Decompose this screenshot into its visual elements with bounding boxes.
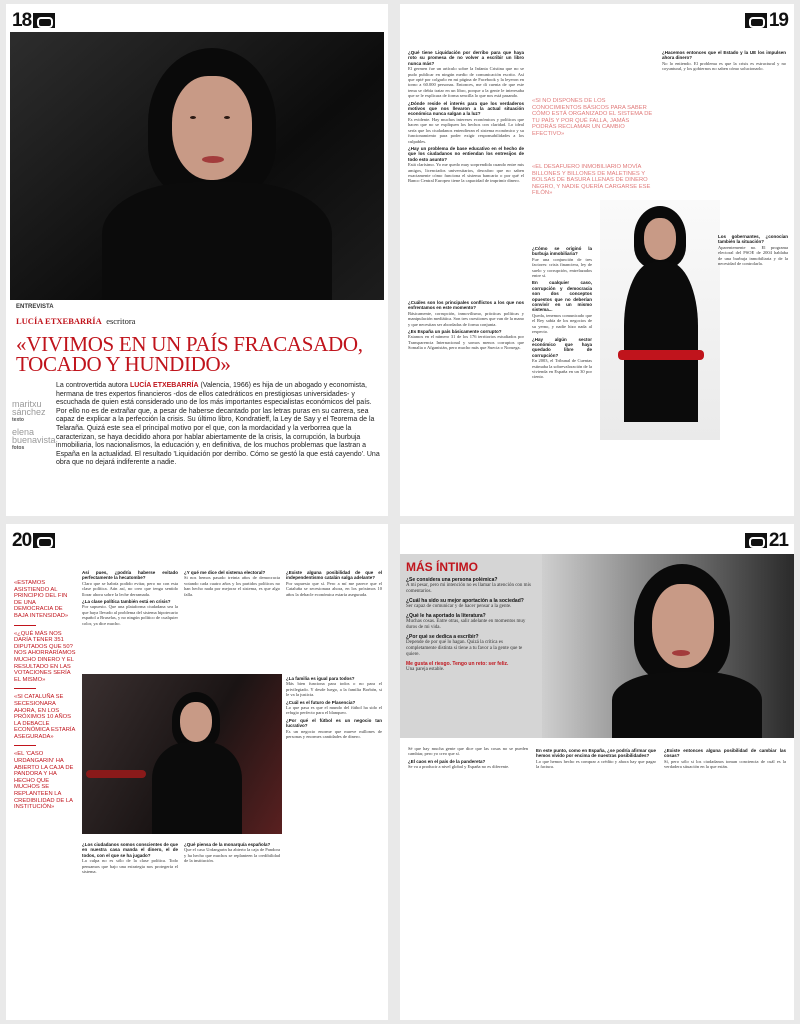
article-column-1: ¿Qué tiene Liquidación por derribo para que haya roto su promesa de no volver a escribir un libro nunca más? El germen fue un artículo sobre la Infanta Cristina que no se pudo publicar en ningún medio de comunicación escrito. Así que opté por colgarlo en mi página de Facebook y la leyeron en torno a 60.000 personas. Entonces, me di cuenta de que este tema se debía tratar en un libro, porque a la gente le interesaba que se le explicara de forma sencilla lo que nos está pasando. ¿Dónde reside el interés para que los verdaderos motivos que nos llevaron a la actual situación económica nunca salgan a la luz? Es evidente. Hay muchos intereses económicos y políticos que hacen que no se expliquen los hechos con claridad. Lo ideal sería que los ciudadanos entendieran el sistema económico y su funcionamiento para poder exigir responsabilidades a los culpables. ¿Hay un problema de base educativo en el hecho de que los ciudadanos no entiendan los entresijos de todo esto asunto? Está clarísimo. Yo me quedo muy sorprendida cuando entre mis amigos, licenciados universitarios, descubro que no saben exactamente cómo funciona el sistema bancario o por qué el Banco Central Europeo tiene la capacidad de imprimir dinero.: [408, 50, 524, 184]
article-column-1: Sé que hay mucha gente que dice que las cosas no se pueden cambiar, pero yo creo que sí. ¿El caos en el país de la pandereta? Se va a producir a nivel global y España no es diferente.: [408, 746, 528, 770]
pull-quote: «EL DESAFUERO INMOBILIARIO MOVÍA BILLONES Y BILLONES DE MALETINES Y BOLSAS DE BASURA LLENAS DE DINERO NEGRO, Y NADIE QUERÍA CARGARSE ESE FILÓN»: [532, 164, 651, 197]
page-number: 20: [12, 530, 57, 552]
pull-quote: «EL 'CASO URDANGARIN' HA ABIERTO LA CAJA DE PANDORA Y HA HECHO QUE MUCHOS SE REPLANTEEN LA CREDIBILIDAD DE LA INSTITUCIÓN»: [14, 751, 74, 811]
pull-quote: «ESTAMOS ASISTIENDO AL PRINCIPIO DEL FIN DE UNA DEMOCRACIA DE BAJA INTENSIDAD»: [14, 580, 69, 619]
page-number-box: [745, 533, 767, 548]
pull-quote: «¿QUÉ MÁS NOS DARÍA TENER 351 DIPUTADOS QUE 50?NOS AHORRARÍAMOS MUCHO DINERO Y EL RESULTADO EN LAS VOTACIONES SERÍA EL MISMO»: [14, 630, 76, 683]
interviewee-name: LUCÍA ETXEBARRÍA: [16, 316, 102, 326]
page-number-box: [33, 13, 55, 28]
page-number-box: [745, 13, 767, 28]
page-19: [400, 4, 794, 516]
article-column-1b: ¿Cuáles son los principales conflictos a los que nos enfrentamos en este momento? Básicamente, corrupción, inmovilismo, prácticas políticas y manipulación mediática. Son tres cuestiones que van de la mano y que necesitan ser abordadas de forma conjunta. ¿Es España un país básicamente corrupto? Estamos en el número 31 de los 176 territorios estudiados por Transparencia Internacional y somos menos corruptos que Somalia o Afganistán, pero mucho más que Suecia o Noruega.: [408, 300, 524, 351]
page-18: [6, 4, 388, 516]
page-number: 21: [743, 530, 788, 552]
pull-quote: «SI NO DISPONES DE LOS CONOCIMIENTOS BÁSICOS PARA SABER CÓMO ESTÁ ORGANIZADO EL SISTEMA DE TU PAÍS Y POR QUÉ FALLA, JAMÁS PODRÁS RECLAMAR UN CAMBIO EFECTIVO»: [532, 98, 653, 137]
page-20: [6, 524, 388, 1020]
page-number: 19: [743, 10, 788, 32]
article-header: [16, 304, 363, 374]
article-column-6: ¿La familia es igual para todos? Más bien funciona para todos o no para el privilegiado. Y desde luego, a la familia Borbón, si le va la justicia. ¿Cuál es el futuro de Plasencia? Lo que pasa es que el mundo del fútbol ha sido el refugio perfecto para el blanqueo. ¿Por qué el fútbol es un negocio tan lucrativo? Es un negocio enorme que mueve millones de personas y enormes cantidades de dinero.: [286, 676, 382, 740]
photo-credit: elena buenavista fotos: [12, 427, 56, 451]
interviewee-role: escritora: [106, 316, 136, 326]
article-column-2: ¿Y qué me dice del sistema electoral? Si nos hemos pasado treinta años de democracia votando cada cuatro años y los partidos políticos no han hecho nada por mejorar el sistema, es que algo falla.: [184, 570, 280, 597]
article-column-3: ¿Existe alguna posibilidad de que el independentismo catalán salga adelante? Por supuesto que sí. Pero a mí me parece que el Cataluña se secesionara ahora, en los próximos 10 años la debacle económica estaría asegurada.: [286, 570, 382, 597]
page-number-box: [33, 533, 55, 548]
page-number: 18: [12, 10, 57, 32]
article-column-5: ¿Qué piensa de la monarquía española? Que el caso Urdangarin ha abierto la caja de Pandora y ha hecho que muchos se replanteen la credibilidad de la institución.: [184, 842, 280, 864]
article-column-2: ¿Cómo se originó la burbuja inmobiliaria? Fue una conjunción de tres factores: crisis financiera, ley de suelo y corrupción, entrelazados entre sí. En cualquier caso, corrupción y democracia son dos conceptos opuestos que no deberían convivir en un mismo sistema... Queda, tenemos comunicado que el Rey sabía de los negocios de su yerno, y nadie hizo nada al respecto. ¿Hay algún sector económico que haya quedado libre de corrupción? En 2003, el Tribunal de Cuentas estimaba la sobrevaloración de la vivienda en España en un 30 por ciento.: [532, 246, 592, 380]
standing-photo: [600, 200, 720, 440]
text-credit: maritxu sánchez texto: [12, 399, 46, 423]
pull-quote: «SI CATALUÑA SE SECESIONARA AHORA, EN LOS PRÓXIMOS 10 AÑOS LA DEBACLE ECONÓMICA ESTARÍA ASEGURADA»: [14, 694, 76, 740]
separator: [14, 745, 36, 746]
page-21: [400, 524, 794, 1020]
intimate-box: [400, 554, 794, 738]
lede-paragraph: La controvertida autora LUCÍA ETXEBARRÍA (Valencia, 1966) es hija de un abogado y economista, hermana de tres expertos financieros -dos de ellos catedráticos en prestigiosas universidades- y escuchada de quien está considerado uno de los más importantes especialistas económicos del país. Por ello no es de extrañar que, a pesar de haberse decantado por las letras puras en su carrera, sea capaz de explicar a la perfección la crisis. Su último libro, Kondratieff, la Ley de Say y el Teorema de la Telaraña. Quizá este sea el principal motivo por el que, con la mordacidad y la verborrea que la caracterizan, se haya decidido ahora por hablar abiertamente de la crisis, la corrupción, la burbuja inmobiliaria, los nacionalismos, la educación y, en definitiva, de los muchos problemas que lastran a España en la actualidad. El resultado 'Liquidación por derribo. Cómo se gestó la que está cayendo'. Una obra que no dejará indiferente a nadie.: [56, 382, 380, 467]
portrait-photo: [10, 32, 384, 300]
separator: [14, 625, 36, 626]
article-column-4: ¿Los ciudadanos somos conscientes de que en nuestra casa manda el dinero, el de todos, con el que se ha jugado? La culpa no es sólo de la clase política. Todo pensamos que bajo una estrategia nos protegería el sistema.: [82, 842, 178, 875]
seated-photo: [82, 674, 282, 834]
credits: [12, 390, 56, 455]
section-kicker: ENTREVISTA: [16, 304, 54, 310]
article-column-4: Los gobernantes, ¿conocían también la situación? Aparentemente no. El programa electoral del PSOE de 2004 hablaba de una burbuja inmobiliaria y de la necesidad de controlarla.: [718, 234, 788, 267]
article-column-2: En este punto, como en España, ¿se podría afirmar que hemos vivido por encima de nuestras posibilidades? Lo que hemos hecho es comprar a crédito y ahora hay que pagar la factura.: [536, 748, 656, 770]
article-column-3: ¿Hacemos entonces que el Estado y la UE los impulsen ahora dinero? No lo entiendo. El problema es que la crisis es estructural y no coyuntural, y los gobiernos no saben cómo solucionarlo.: [662, 50, 786, 72]
article-column-3: ¿Existe entonces alguna posibilidad de cambiar las cosas? Sí, pero sólo si los ciudadanos toman conciencia de cuál es la verdadera situación en la que están.: [664, 748, 786, 770]
article-column-1: Así pues, ¿podría haberse evitado perfectamente la hecatombe? Claro que se habría podido evitar, pero no con esta clase política. Aún así, no creo que tenga sentido llorar ahora sobre la leche derramada. ¿La clase política también está en crisis? Por supuesto. Que una plataforma ciudadana sea la que haya llevado al problema del sistema hipotecario español a Bruselas, y no ningún político de cualquier color, ya dice mucho.: [82, 570, 178, 626]
pull-quotes: [14, 580, 76, 811]
separator: [14, 688, 36, 689]
closeup-photo: [542, 554, 794, 738]
intimate-box-content: MÁS ÍNTIMO ¿Se considera una persona polémica? A mi pesar, pero mi intención no es llamar la atención con mis comentarios. ¿Cuál ha sido su mejor aportación a la sociedad? Ser capaz de comunicar y de hacer pensar a la gente. ¿Qué le ha aportado la literatura? Muchas cosas. Entre otras, salir adelante en momentos muy duros de mi vida. ¿Por qué se dedica a escribir? Depende de por qué lo hagan. Quizá la crítica es completamente distinta si tiene a tu favor a la gente que te quiere. Me gusta el riesgo. Tengo un reto: ser feliz. Una pareja estable.: [406, 560, 534, 673]
headline: «VIVIMOS EN UN PAÍS FRACASADO, TOCADO Y HUNDIDO»: [16, 332, 363, 376]
box-title: MÁS ÍNTIMO: [406, 560, 478, 574]
